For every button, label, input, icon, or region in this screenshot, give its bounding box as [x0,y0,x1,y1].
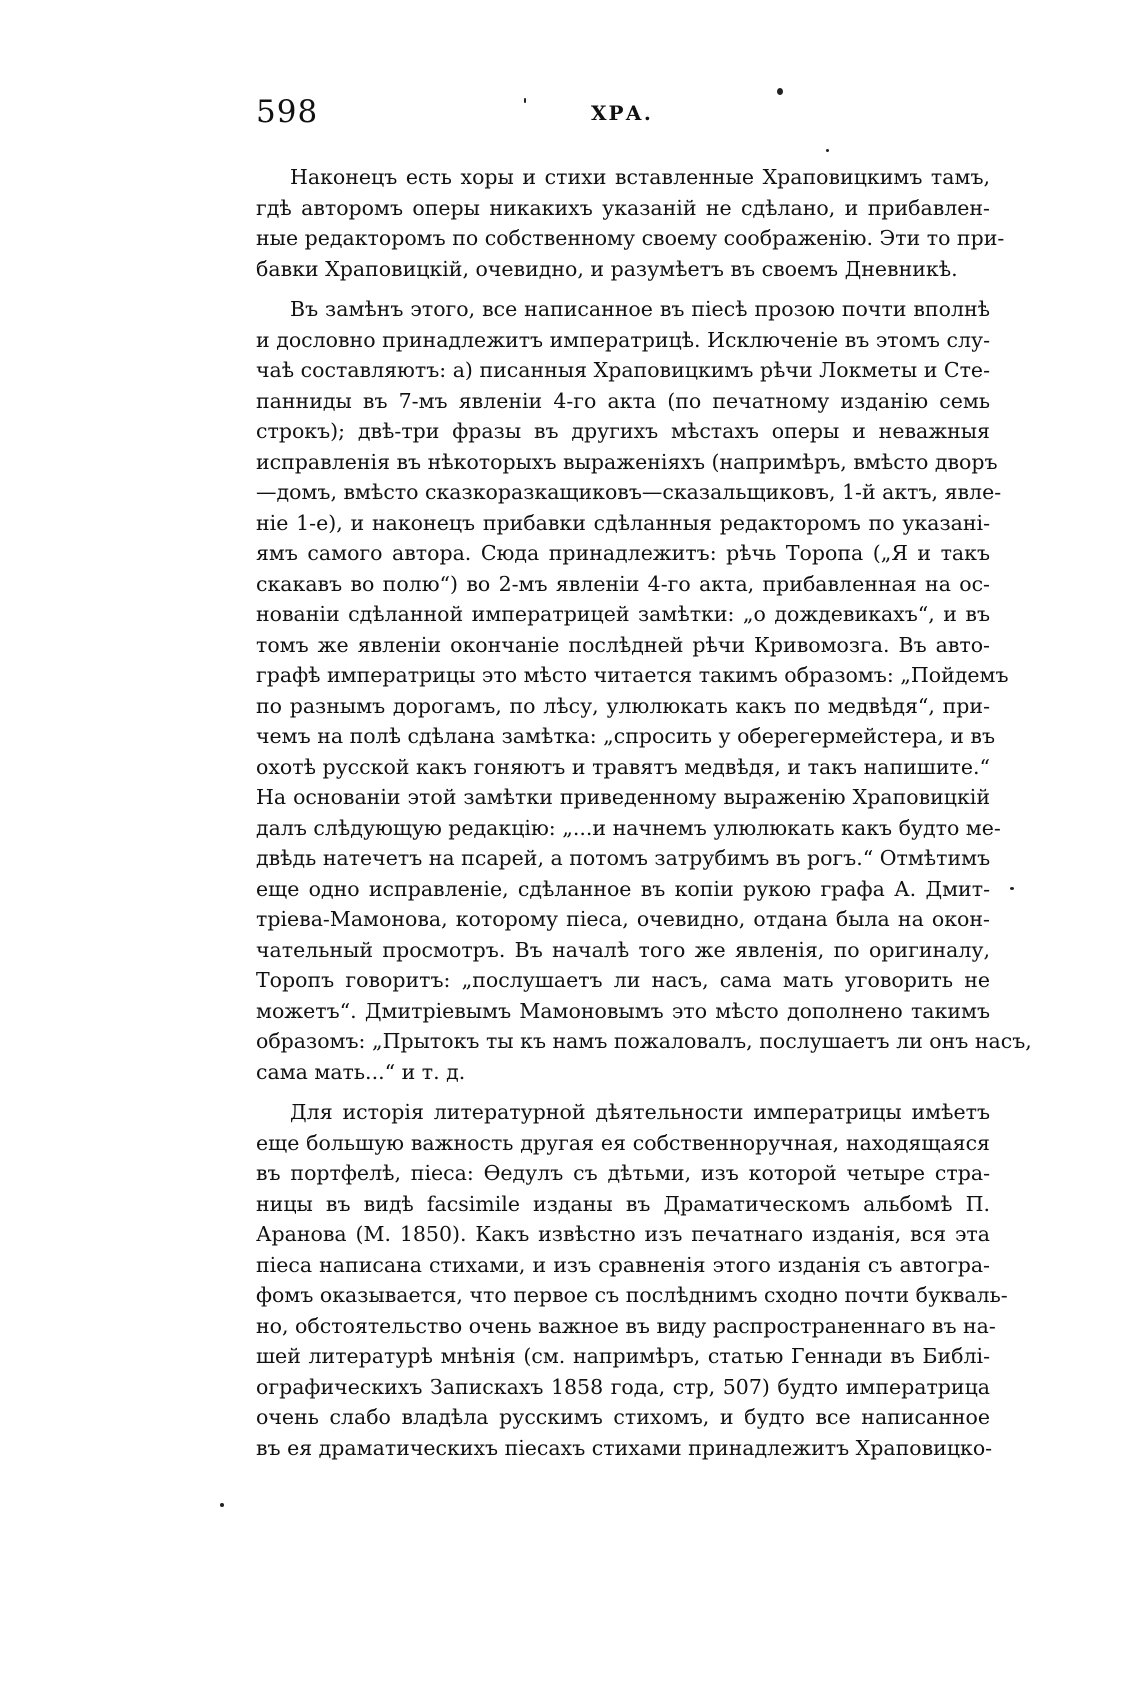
ink-speck [777,88,783,95]
text-line: скакавъ во полю“) во 2-мъ явленіи 4-го акта, прибавленная на ос- [256,571,990,596]
text-line: чаѣ составляютъ: а) писанныя Храповицкимъ рѣчи Локметы и Сте- [256,358,990,382]
text-line: ные редакторомъ по собственному своему соображенію. Эти то при- [256,226,1005,250]
text-line: бавки Храповицкій, очевидно, и разумѣетъ въ своемъ Дневникѣ. [256,256,958,281]
text-line: далъ слѣдующую редакцію: „...и начнемъ улюлюкать какъ будто ме- [256,815,1001,840]
text-line: нованіи сдѣланной императрицей замѣтки: „о дождевикахъ“, и въ [256,602,990,626]
text-line: чательный просмотръ. Въ началѣ того же явленія, по оригиналу, [256,937,990,962]
text-line: Въ замѣнъ этого, все написанное въ піесѣ прозою почти вполнѣ [290,297,990,321]
text-line: въ портфелѣ, піеса: Ѳедулъ съ дѣтьми, изъ которой четыре стра- [256,1161,990,1185]
text-line: еще одно исправленіе, сдѣланное въ копіи рукою графа А. Дмит- [256,876,990,901]
text-line: образомъ: „Прытокъ ты къ намъ пожаловалъ, послушаетъ ли онъ насъ, [256,1029,1032,1053]
text-line: тріева-Мамонова, которому піеса, очевидно, отдана была на окон- [256,907,990,931]
text-line: исправленія въ нѣкоторыхъ выраженіяхъ (напримѣръ, вмѣсто дворъ [256,449,998,474]
text-line: въ ея драматическихъ піесахъ стихами принадлежитъ Храповицко- [256,1435,993,1460]
text-line: ямъ самого автора. Сюда принадлежитъ: рѣчь Торопа („Я и такъ [256,541,990,565]
text-line: очень слабо владѣла русскимъ стихомъ, и будто все написанное [256,1405,990,1429]
ink-speck [220,1503,224,1507]
paragraph-3 [256,1097,1008,1463]
text-line: графѣ императрицы это мѣсто читается такимъ образомъ: „Пойдемъ [256,663,1009,687]
text-line: ницы въ видѣ facsimile изданы въ Драматическомъ альбомѣ П. [256,1191,990,1216]
text-line: томъ же явленіи окончаніе послѣдней рѣчи Кривомозга. Въ авто- [256,632,990,657]
text-line: двѣдь натечетъ на псарей, а потомъ затрубимъ въ рогъ.“ Отмѣтимъ [256,846,991,870]
text-line: піеса написана стихами, и изъ сравненія этого изданія съ автогра- [256,1252,990,1277]
text-line: Для исторія литературной дѣятельности императрицы имѣетъ [290,1100,990,1124]
text-line: гдѣ авторомъ оперы никакихъ указаній не сдѣлано, и прибавлен- [256,195,990,220]
text-line: по разнымъ дорогамъ, по лѣсу, улюлюкать какъ по медвѣдя“, при- [256,693,990,718]
page-header [256,92,1056,142]
text-line: и дословно принадлежитъ императрицѣ. Исключеніе въ этомъ слу- [256,327,990,352]
text-line: —домъ, вмѣсто сказкоразкащиковъ—сказальщиковъ, 1-й актъ, явле- [256,480,1002,504]
text-line: фомъ оказывается, что первое съ послѣднимъ сходно почти букваль- [256,1283,1008,1307]
text-line: чемъ на полѣ сдѣлана замѣтка: „спросить у оберегермейстера, и въ [256,724,995,748]
text-line: Торопъ говоритъ: „послушаетъ ли насъ, сама мать уговорить не [256,968,990,992]
text-line: ніе 1-е), и наконецъ прибавки сдѣланныя редакторомъ по указані- [256,510,990,535]
text-line: можетъ“. Дмитріевымъ Мамоновымъ это мѣсто дополнено такимъ [256,998,990,1023]
paragraph-2 [256,294,1032,1087]
text-line: сама мать...“ и т. д. [256,1059,466,1084]
text-line: строкъ); двѣ-три фразы въ другихъ мѣстахъ оперы и неважныя [256,419,990,443]
text-line: шей литературѣ мнѣнія (см. напримѣръ, статью Геннади въ Библі- [256,1344,990,1368]
page-number: 598 [256,94,319,130]
ink-speck [524,98,526,103]
paragraph-1 [256,162,1005,284]
text-line: охотѣ русской какъ гоняютъ и травятъ медвѣдя, и такъ напишите.“ [256,754,990,779]
text-line: еще большую важность другая ея собственноручная, находящаяся [256,1130,990,1155]
text-line: но, обстоятельство очень важное въ виду распространеннаго въ на- [256,1313,996,1338]
running-head: ХРА. [591,101,653,125]
ink-speck [1010,887,1014,890]
text-line: Наконецъ есть хоры и стихи вставленные Храповицкимъ тамъ, [290,165,990,189]
body-text [256,162,1032,1473]
text-line: На основаніи этой замѣтки приведенному выраженію Храповицкій [256,785,990,809]
text-line: панниды въ 7-мъ явленіи 4-го акта (по печатному изданію семь [256,388,990,413]
ink-speck [826,149,829,152]
text-line: Аранова (М. 1850). Какъ извѣстно изъ печатнаго изданія, вся эта [256,1222,990,1246]
text-line: ографическихъ Запискахъ 1858 года, стр, 507) будто императрица [256,1374,990,1399]
